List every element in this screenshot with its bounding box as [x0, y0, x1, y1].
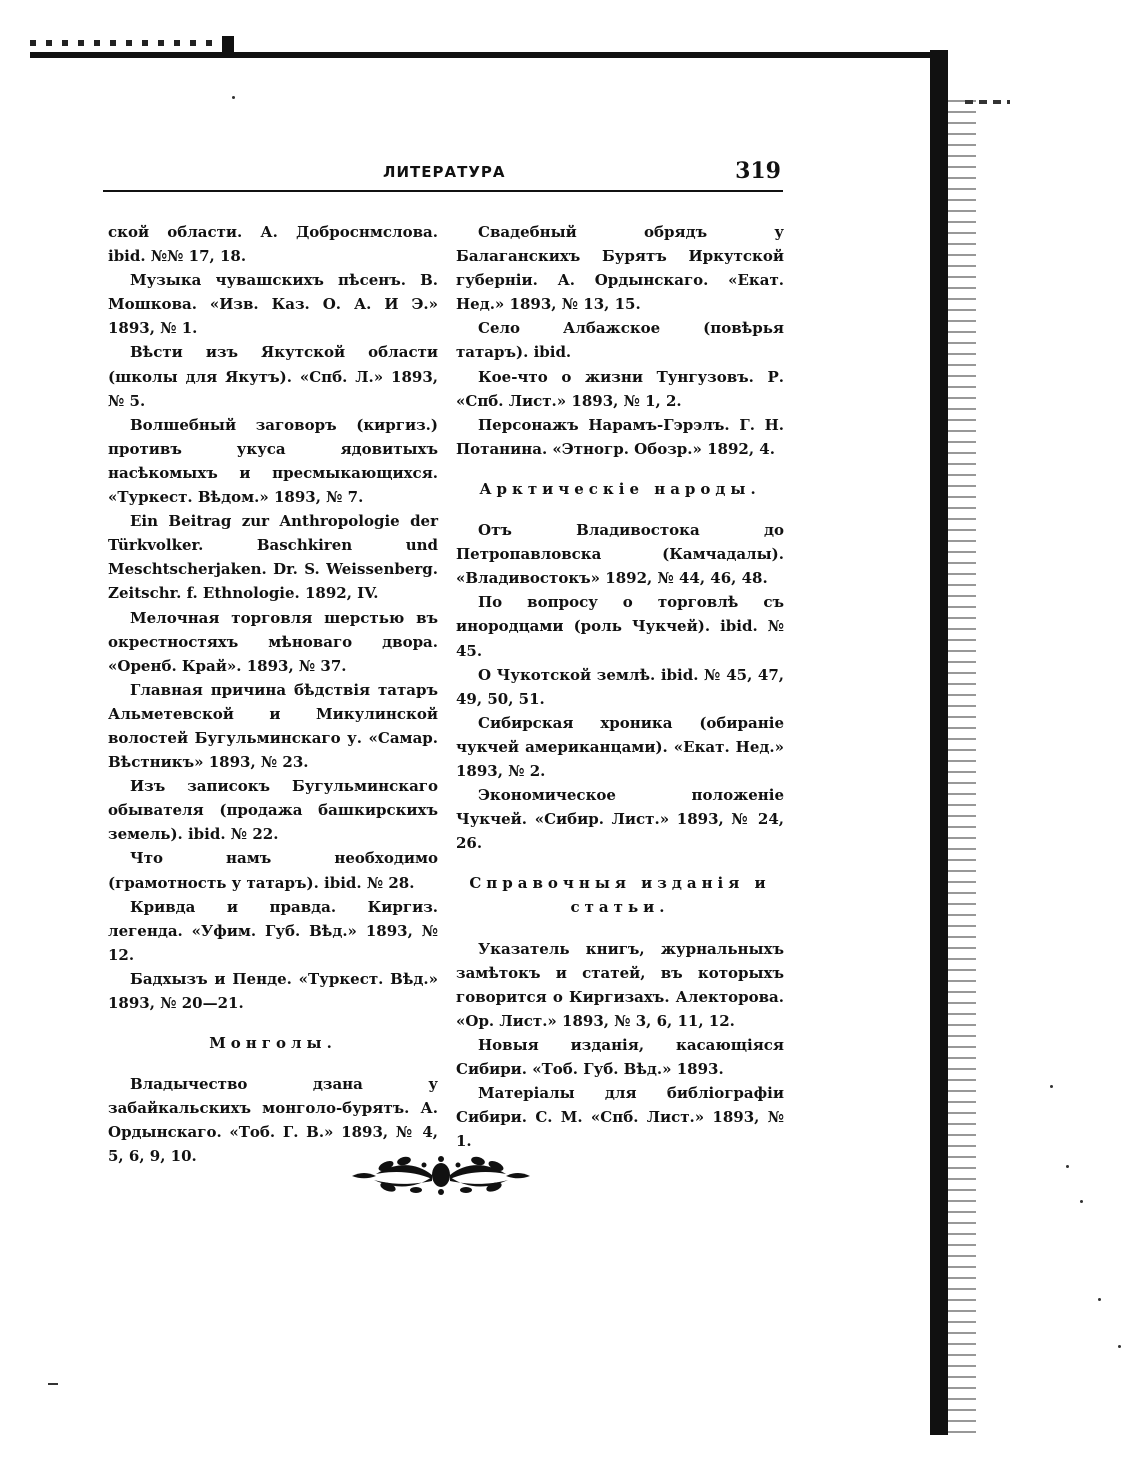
running-header	[103, 160, 783, 188]
scan-top-edge	[30, 44, 940, 62]
scan-right-dash	[965, 100, 1010, 104]
scan-speck	[1066, 1165, 1069, 1168]
scan-top-notch	[222, 36, 234, 52]
bibliography-entry: Село Албажское (повѣрья татаръ). ibid.	[456, 319, 784, 362]
bibliography-entry: Сибирская хроника (обираніе чукчей американцами). «Екат. Нед.» 1893, № 2.	[456, 713, 784, 780]
bibliography-entry: Владычество дзана у забайкальскихъ монголо-бурятъ. А. Ордынскаго. «Тоб. Г. В.» 1893, № 4, 5, 6, 9, 10.	[108, 1075, 438, 1166]
bibliography-entry: Изъ записокъ Бугульминскаго обывателя (продажа башкирскихъ земель). ibid. № 22.	[108, 777, 438, 844]
header-rule	[103, 190, 783, 192]
bibliography-entry: Отъ Владивостока до Петропавловска (Камчадалы). «Владивостокъ» 1892, № 44, 46, 48.	[456, 521, 784, 588]
scan-speck	[1050, 1085, 1053, 1088]
bibliography-entry: Музыка чувашскихъ пѣсенъ. В. Мошкова. «Изв. Каз. О. А. И Э.» 1893, № 1.	[108, 271, 438, 338]
scan-speck	[1098, 1298, 1101, 1301]
bibliography-entry: Матеріалы для библіографіи Сибири. С. М. «Спб. Лист.» 1893, № 1.	[456, 1084, 784, 1151]
bibliography-entry: Главная причина бѣдствія татаръ Альметевской и Микулинской волостей Бугульминскаго у. «Самар. Вѣстникъ» 1893, № 23.	[108, 680, 438, 772]
bibliography-entry: Новыя изданія, касающіяся Сибири. «Тоб. Губ. Вѣд.» 1893.	[456, 1035, 784, 1078]
section-heading-mongols: Монголы.	[209, 1034, 337, 1053]
scan-right-fray	[948, 100, 976, 1435]
scan-speck	[1080, 1200, 1083, 1203]
bibliography-entry: Кривда и правда. Киргиз. легенда. «Уфим. Губ. Вѣд.» 1893, № 12.	[108, 897, 438, 964]
bibliography-entry: ской области. А. Доброснмслова. ibid. №№ 17, 18.	[108, 223, 438, 266]
page-title: ЛИТЕРАТУРА	[383, 163, 506, 181]
scan-speck	[1118, 1345, 1121, 1348]
bibliography-entry: Кое-что о жизни Тунгузовъ. Р. «Спб. Лист.» 1893, № 1, 2.	[456, 367, 784, 410]
bibliography-entry: Бадхызъ и Пенде. «Туркест. Вѣд.» 1893, № 20—21.	[108, 969, 438, 1012]
bibliography-entry: Персонажъ Нарамъ-Гэрэлъ. Г. Н. Потанина. «Этногр. Обозр.» 1892, 4.	[456, 415, 784, 458]
bibliography-entry: Свадебный обрядъ у Балаганскихъ Бурятъ Иркутской губерніи. А. Ордынскаго. «Екат. Нед.» 1893, № 13, 15.	[456, 223, 784, 314]
right-column	[456, 220, 784, 1153]
page-number: 319	[735, 158, 781, 184]
bibliography-entry: По вопросу о торговлѣ съ инородцами (роль Чукчей). ibid. № 45.	[456, 593, 784, 660]
section-heading-reference: Справочныя изданія и статьи.	[469, 874, 771, 917]
bibliography-entry: О Чукотской землѣ. ibid. № 45, 47, 49, 50, 51.	[456, 665, 784, 708]
bibliography-entry: Указатель книгъ, журнальныхъ замѣтокъ и статей, въ которыхъ говорится о Киргизахъ. Алекторова. «Ор. Лист.» 1893, № 3, 6, 11, 12.	[456, 939, 784, 1030]
bibliography-entry: Мелочная торговля шерстью въ окрестностяхъ мѣноваго двора. «Оренб. Край». 1893, № 37.	[108, 608, 438, 675]
bibliography-entry: Экономическое положеніе Чукчей. «Сибир. Лист.» 1893, № 24, 26.	[456, 786, 784, 853]
bibliography-entry: Вѣсти изъ Якутской области (школы для Якутъ). «Спб. Л.» 1893, № 5.	[108, 343, 438, 410]
scan-right-edge	[930, 50, 948, 1435]
bibliography-entry: Ein Beitrag zur Anthropologie der Türkvolker. Baschkiren und Meschtscherjaken. Dr. S. Weissenberg. Zeitschr. f. Ethnologie. 1892, IV.	[108, 512, 438, 603]
left-column	[108, 220, 438, 1169]
scan-speck	[232, 96, 235, 99]
bibliography-entry: Что намъ необходимо (грамотность у татаръ). ibid. № 28.	[108, 849, 438, 892]
section-heading-arctic: Арктическіе народы.	[479, 479, 761, 498]
bibliography-entry: Волшебный заговоръ (киргиз.) противъ укуса ядовитыхъ насѣкомыхъ и пресмыкающихся. «Туркест. Вѣдом.» 1893, № 7.	[108, 415, 438, 507]
scan-speck	[48, 1383, 58, 1385]
floral-tailpiece-icon	[346, 1152, 536, 1198]
